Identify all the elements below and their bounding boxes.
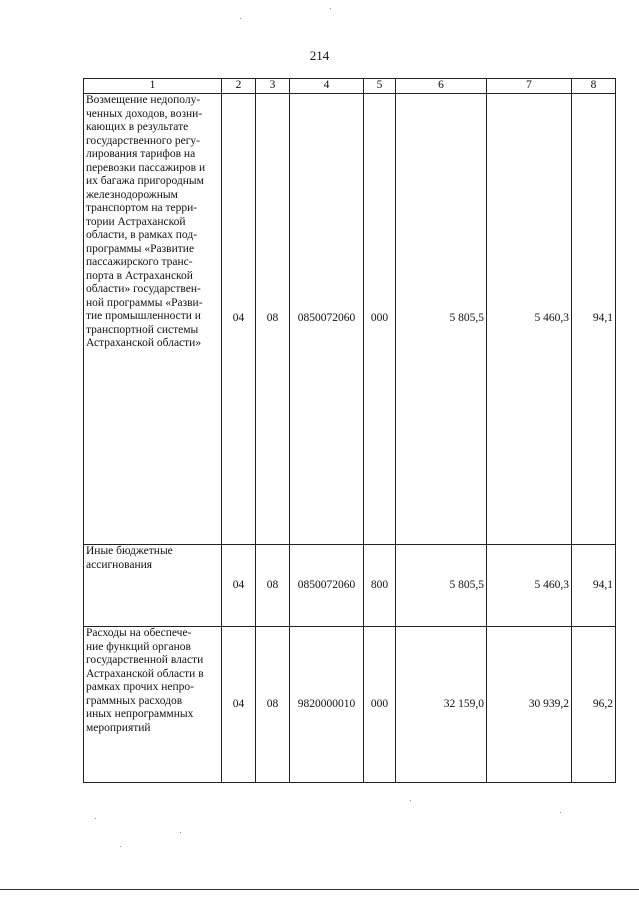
expense-type-cell: 000 bbox=[364, 627, 396, 783]
section-cell: 04 bbox=[222, 627, 256, 783]
planned-cell: 5 805,5 bbox=[396, 94, 487, 545]
expense-type-cell: 800 bbox=[364, 545, 396, 627]
subsection-cell: 08 bbox=[256, 545, 290, 627]
planned-cell: 32 159,0 bbox=[396, 627, 487, 783]
column-header: 6 bbox=[396, 79, 487, 94]
subsection-cell: 08 bbox=[256, 627, 290, 783]
percent-cell: 94,1 bbox=[572, 94, 616, 545]
target-article-cell: 0850072060 bbox=[290, 545, 364, 627]
table-row bbox=[84, 94, 616, 545]
column-header: 4 bbox=[290, 79, 364, 94]
scan-speck bbox=[330, 8, 331, 9]
percent-cell: 94,1 bbox=[572, 545, 616, 627]
executed-cell: 5 460,3 bbox=[487, 545, 572, 627]
target-article-cell: 9820000010 bbox=[290, 627, 364, 783]
page-bottom-line bbox=[0, 889, 639, 890]
scan-speck bbox=[95, 818, 96, 819]
percent-cell: 96,2 bbox=[572, 627, 616, 783]
table-header-row bbox=[84, 79, 616, 94]
scan-speck bbox=[240, 18, 241, 19]
page-number: 214 bbox=[309, 48, 330, 63]
row-description: Иные бюджетные ассигнования bbox=[84, 545, 222, 627]
table-row bbox=[84, 627, 616, 783]
planned-cell: 5 805,5 bbox=[396, 545, 487, 627]
column-header: 5 bbox=[364, 79, 396, 94]
scan-speck bbox=[410, 800, 411, 801]
column-header: 1 bbox=[84, 79, 222, 94]
row-description: Возмещение недополу- ченных доходов, возни- кающих в результате государственного регу- лирования тарифов на перевозки пассажиров и их багажа пригородным железнодорожным транспортом на терри- тории Астраханской области, в рамках под- программы «Развитие пассажирского транс- порта в Астраханской области» государствен- ной программы «Разви- тие промышленности и транспортной системы Астраханской области» bbox=[84, 94, 222, 545]
scan-speck bbox=[180, 832, 181, 833]
column-header: 2 bbox=[222, 79, 256, 94]
budget-table bbox=[83, 78, 616, 783]
column-header: 7 bbox=[487, 79, 572, 94]
row-description: Расходы на обеспече- ние функций органов государственной власти Астраханской области в рамках прочих непро- граммных расходов иных непрограммных мероприятий bbox=[84, 627, 222, 783]
expense-type-cell: 000 bbox=[364, 94, 396, 545]
table-row bbox=[84, 545, 616, 627]
target-article-cell: 0850072060 bbox=[290, 94, 364, 545]
subsection-cell: 08 bbox=[256, 94, 290, 545]
executed-cell: 5 460,3 bbox=[487, 94, 572, 545]
column-header: 3 bbox=[256, 79, 290, 94]
column-header: 8 bbox=[572, 79, 616, 94]
scan-speck bbox=[120, 846, 121, 847]
section-cell: 04 bbox=[222, 94, 256, 545]
section-cell: 04 bbox=[222, 545, 256, 627]
scan-speck bbox=[560, 812, 561, 813]
executed-cell: 30 939,2 bbox=[487, 627, 572, 783]
